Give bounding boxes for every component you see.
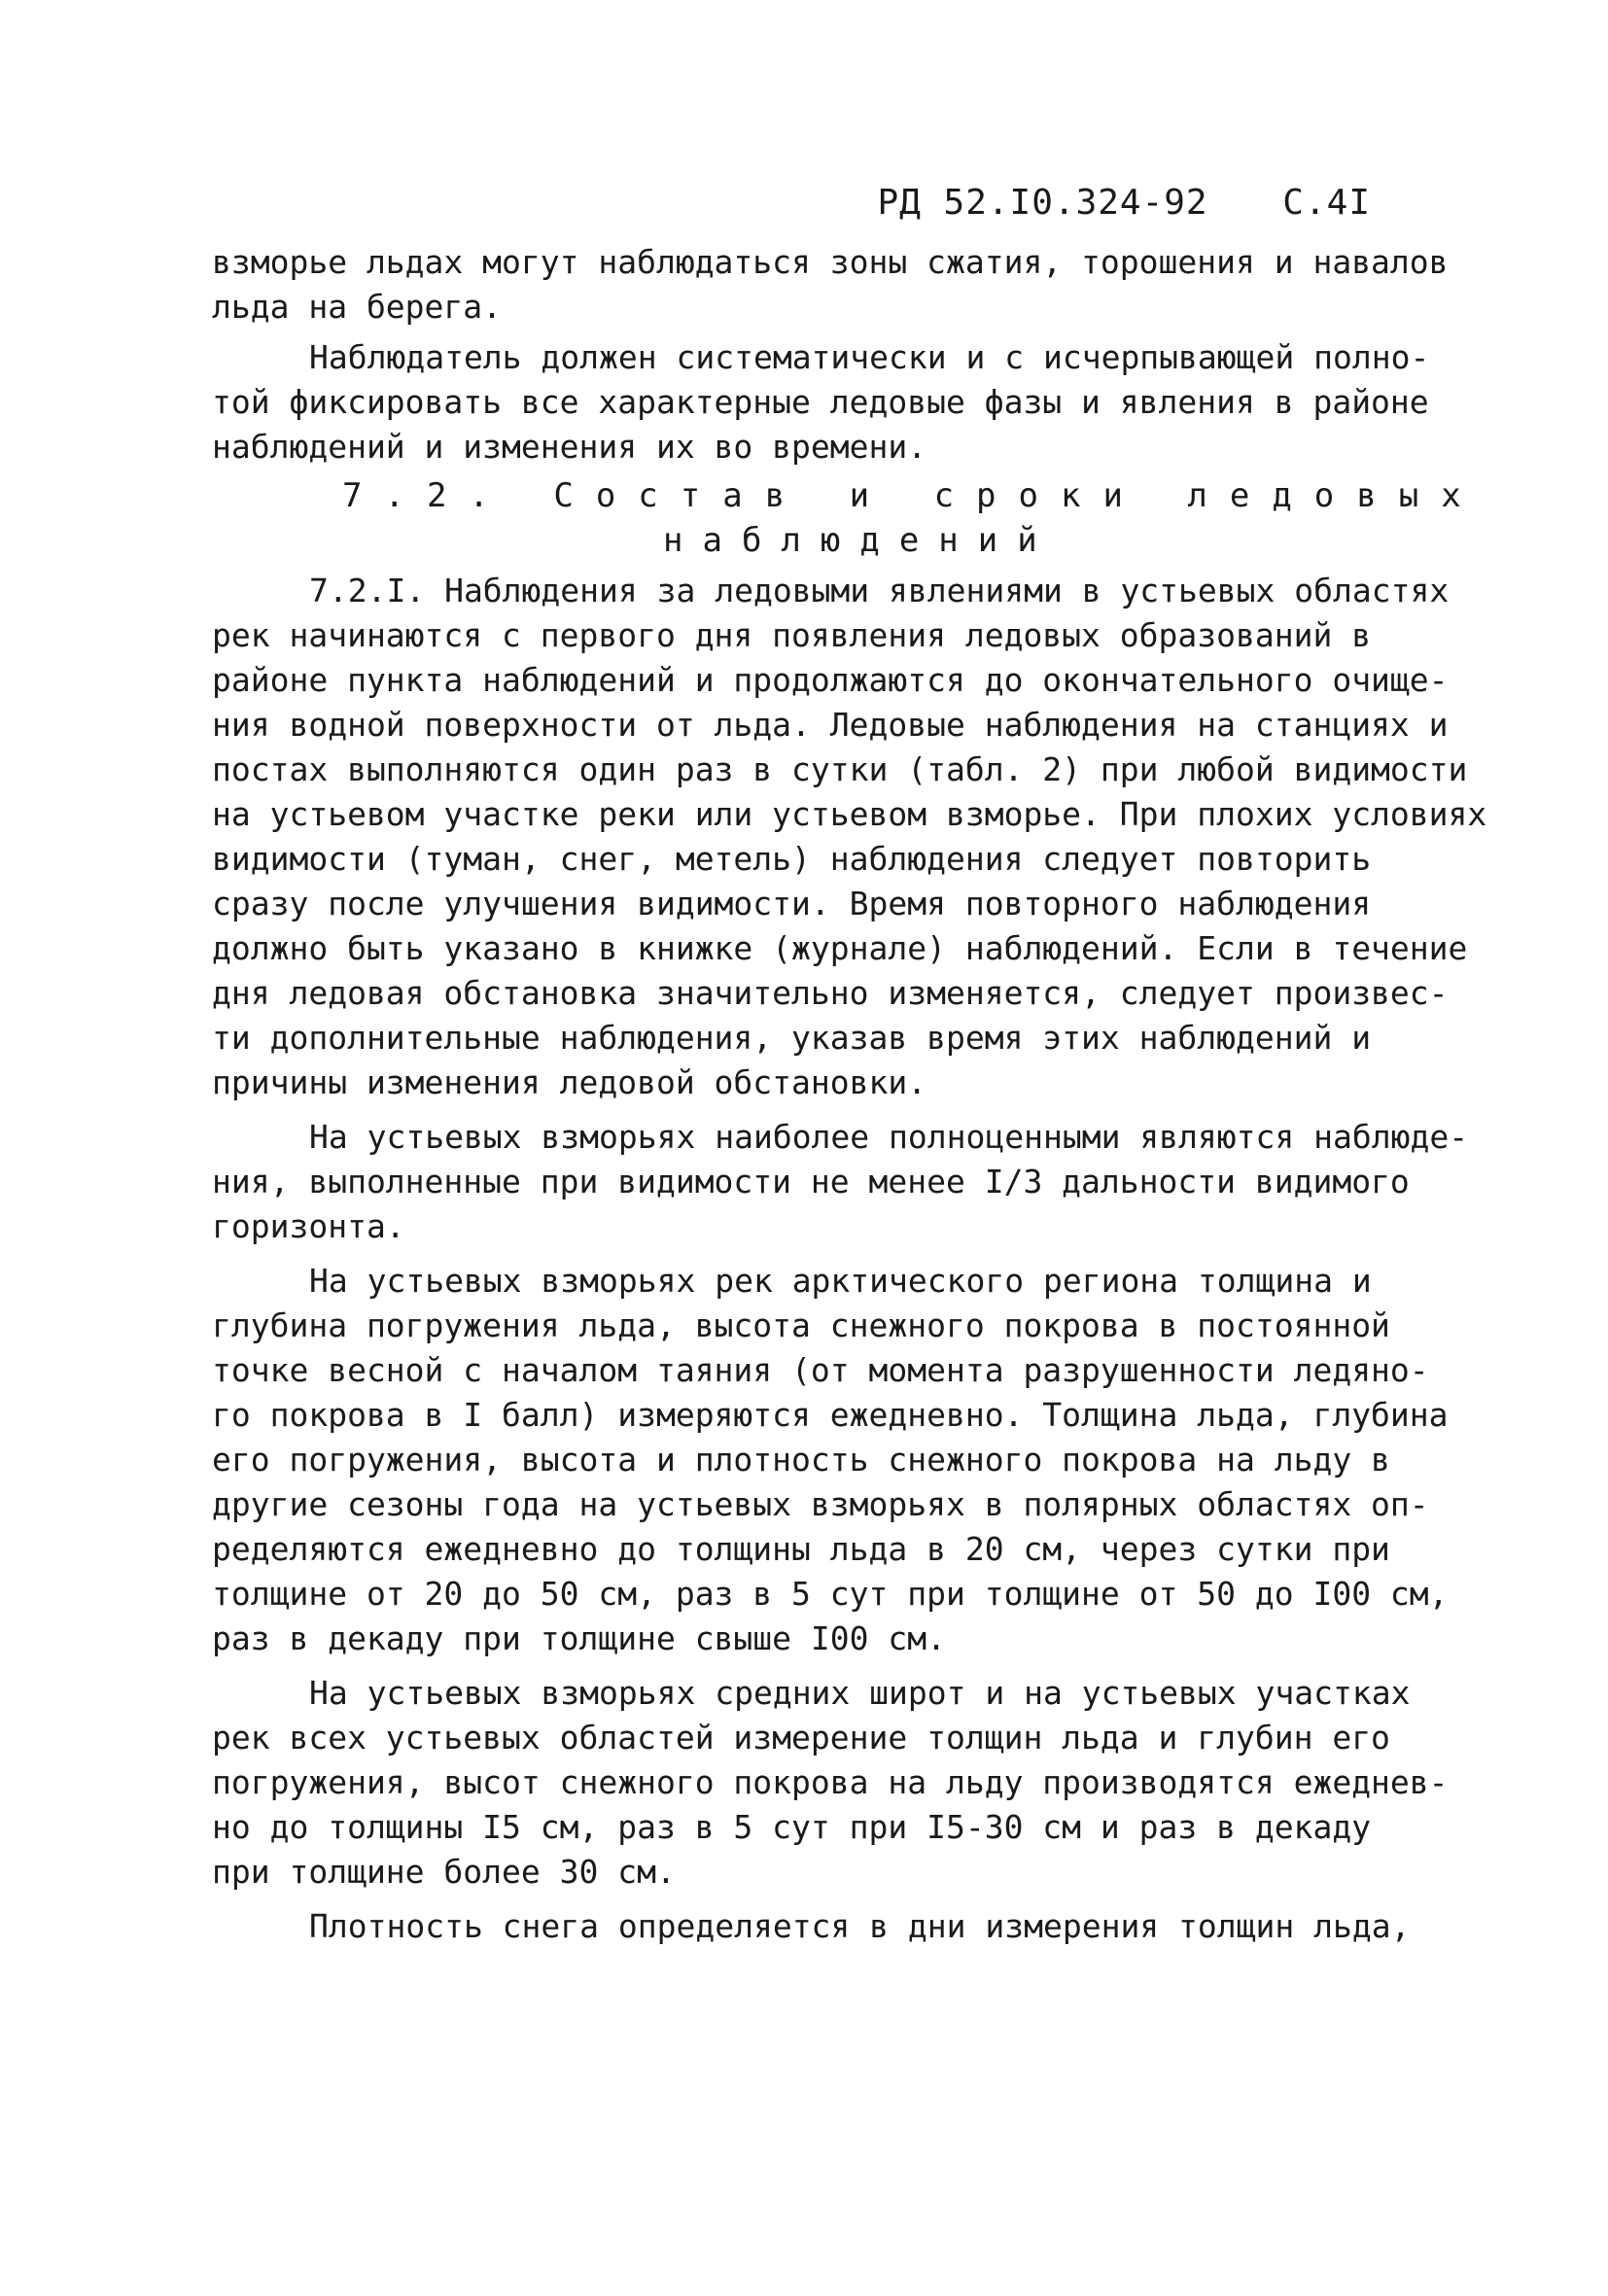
text-line: видимости (туман, снег, метель) наблюдения следует повторить: [212, 840, 1372, 878]
text-line: погружения, высот снежного покрова на льду производятся ежеднев-: [212, 1763, 1449, 1801]
text-line: горизонта.: [212, 1207, 405, 1245]
document-code: РД 52.I0.324-92: [877, 183, 1208, 223]
text-line: причины изменения ледовой обстановки.: [212, 1063, 927, 1101]
text-line: сразу после улучшения видимости. Время повторного наблюдения: [212, 885, 1372, 922]
text-line: На устьевых взморьях средних широт и на устьевых участках: [309, 1674, 1411, 1712]
text-line: льда на берега.: [212, 288, 503, 326]
text-line: 7.2.I. Наблюдения за ледовыми явлениями в устьевых областях: [309, 572, 1450, 609]
text-line: ти дополнительные наблюдения, указав время этих наблюдений и: [212, 1019, 1372, 1057]
text-line: На устьевых взморьях рек арктического региона толщина и: [309, 1262, 1372, 1300]
text-line: должно быть указано в книжке (журнале) наблюдений. Если в течение: [212, 929, 1468, 967]
text-line: постах выполняются один раз в сутки (табл. 2) при любой видимости: [212, 750, 1468, 788]
text-line: толщине от 20 до 50 см, раз в 5 сут при толщине от 50 до I00 см,: [212, 1575, 1449, 1613]
text-line: рек всех устьевых областей измерение толщин льда и глубин его: [212, 1719, 1390, 1757]
text-line: но до толщины I5 см, раз в 5 сут при I5-30 см и раз в декаду: [212, 1808, 1372, 1846]
text-line: Плотность снега определяется в дни измерения толщин льда,: [309, 1907, 1411, 1945]
text-line: ния водной поверхности от льда. Ледовые наблюдения на станциях и: [212, 706, 1449, 744]
section-title-line-2: наблюдений: [663, 521, 1057, 560]
text-line: го покрова в I балл) измеряются ежедневно. Толщина льда, глубина: [212, 1396, 1449, 1434]
text-line: ределяются ежедневно до толщины льда в 20 см, через сутки при: [212, 1530, 1390, 1568]
text-line: районе пункта наблюдений и продолжаются до окончательного очище-: [212, 661, 1449, 699]
text-line: рек начинаются с первого дня появления ледовых образований в: [212, 616, 1372, 654]
text-line: его погружения, высота и плотность снежного покрова на льду в: [212, 1441, 1390, 1478]
text-line: другие сезоны года на устьевых взморьях в полярных областях оп-: [212, 1485, 1429, 1523]
text-line: раз в декаду при толщине свыше I00 см.: [212, 1619, 946, 1657]
text-line: глубина погружения льда, высота снежного покрова в постоянной: [212, 1306, 1390, 1344]
text-line: точке весной с началом таяния (от момента разрушенности ледяно-: [212, 1351, 1429, 1389]
text-line: Наблюдатель должен систематически и с исчерпывающей полно-: [309, 338, 1430, 376]
section-title-line-1: 7.2. Состав и сроки ледовых: [342, 476, 1484, 515]
text-line: ния, выполненные при видимости не менее I/3 дальности видимого: [212, 1163, 1410, 1200]
text-line: при толщине более 30 см.: [212, 1853, 676, 1891]
text-line: взморье льдах могут наблюдаться зоны сжатия, торошения и навалов: [212, 243, 1449, 281]
page-header: [878, 183, 1372, 223]
text-line: дня ледовая обстановка значительно изменяется, следует произвес-: [212, 974, 1449, 1012]
page-number: С.4I: [1282, 183, 1371, 223]
text-line: той фиксировать все характерные ледовые фазы и явления в районе: [212, 383, 1429, 421]
text-line: На устьевых взморьях наиболее полноценными являются наблюде-: [309, 1118, 1469, 1156]
text-line: на устьевом участке реки или устьевом взморье. При плохих условиях: [212, 795, 1487, 833]
text-line: наблюдений и изменения их во времени.: [212, 428, 927, 466]
